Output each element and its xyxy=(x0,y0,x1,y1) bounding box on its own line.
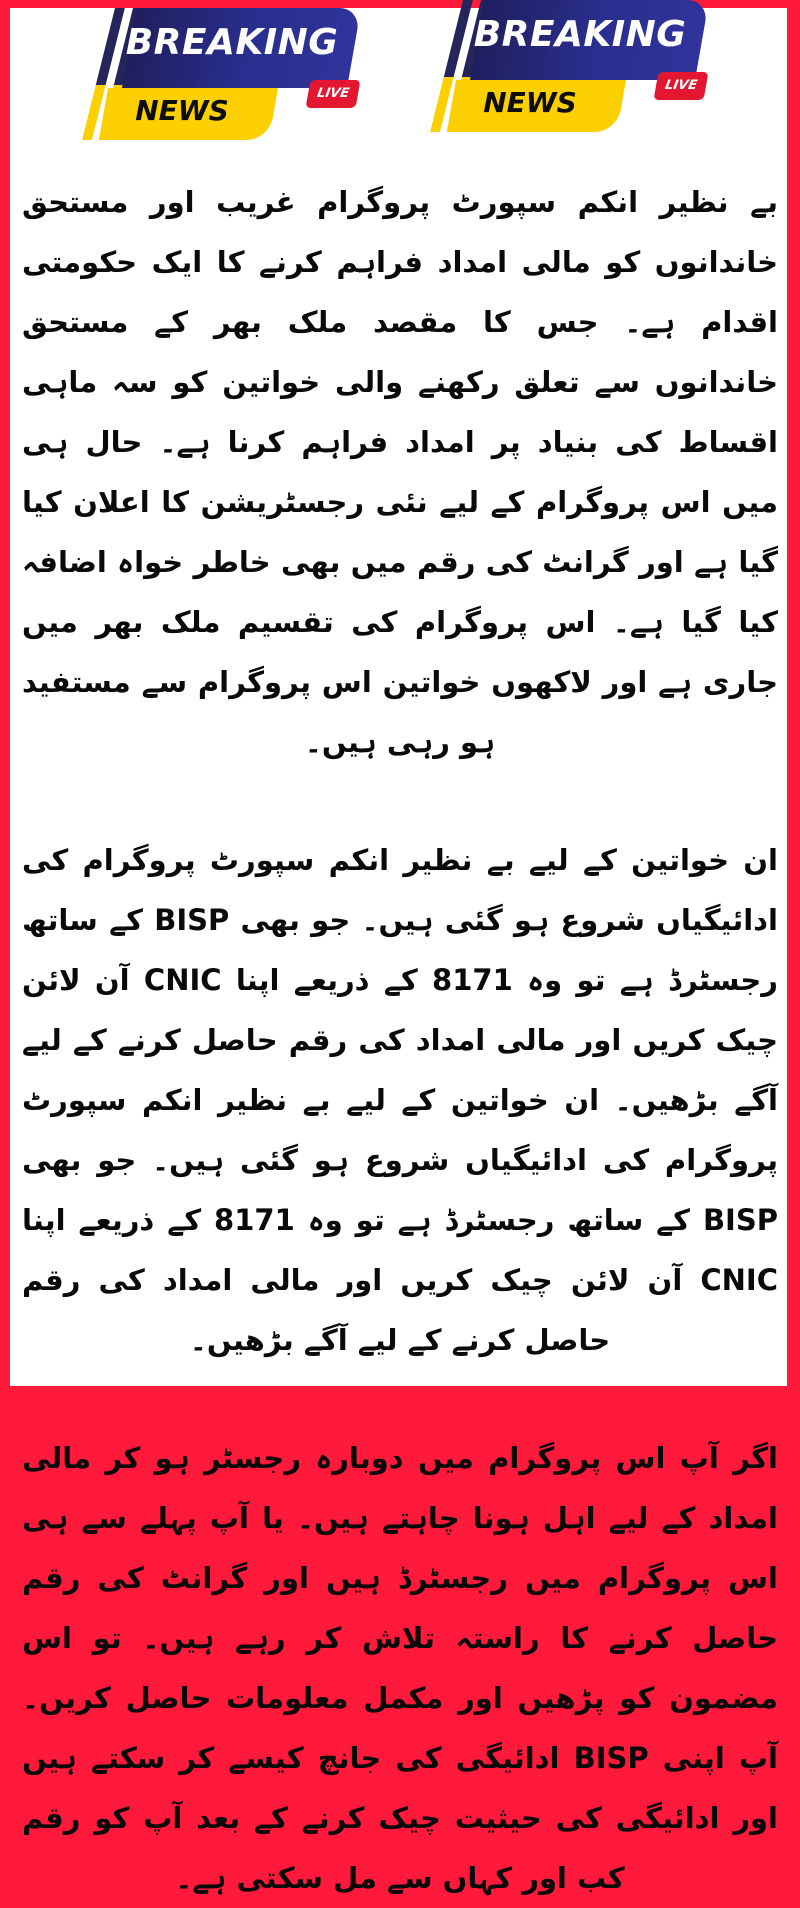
badge-title: BREAKING xyxy=(473,14,687,55)
live-tag: LIVE xyxy=(306,80,361,108)
breaking-news-badge xyxy=(400,0,700,135)
article-body xyxy=(22,172,778,1908)
paragraph: بے نظیر انکم سپورٹ پروگرام غریب اور مستحق خاندانوں کو مالی امداد فراہم کرنے کا ایک حکومتی اقدام ہے۔ جس کا مقصد ملک بھر کے مستحق خاندانوں سے تعلق رکھنے والی خواتین کو سہ ماہی اقساط کی بنیاد پر امداد فراہم کرنا ہے۔ حال ہی میں اس پروگرام کے لیے نئی رجسٹریشن کا اعلان کیا گیا ہے اور گرانٹ کی رقم میں بھی خاطر خواہ اضافہ کیا گیا ہے۔ اس پروگرام کی تقسیم ملک بھر میں جاری ہے اور لاکھوں خواتین اس پروگرام سے مستفید ہو رہی ہیں۔ xyxy=(22,185,778,759)
live-tag: LIVE xyxy=(654,72,709,100)
paragraph: اگر آپ اس پروگرام میں دوبارہ رجسٹر ہو کر مالی امداد کے لیے اہل ہونا چاہتے ہیں۔ یا آپ پہلے سے ہی اس پروگرام میں رجسٹرڈ ہیں اور گرانٹ کی رقم حاصل کرنے کا راستہ تلاش کر رہے ہیں۔ تو اس مضمون کو پڑھیں اور مکمل معلومات حاصل کریں۔ آپ اپنی BISP ادائیگی کی جانچ کیسے کر سکتے ہیں اور ادائیگی کی حیثیت چیک کرنے کے بعد آپ کو رقم کب اور کہاں سے مل سکتی ہے۔ xyxy=(22,1441,778,1895)
badge-title: BREAKING xyxy=(125,22,339,63)
badge-subtitle: NEWS xyxy=(483,86,577,119)
breaking-news-badge xyxy=(52,8,352,143)
badge-subtitle: NEWS xyxy=(135,94,229,127)
paragraph: ان خواتین کے لیے بے نظیر انکم سپورٹ پروگرام کی ادائیگیاں شروع ہو گئی ہیں۔ جو بھی BISP کے ساتھ رجسٹرڈ ہے تو وہ 8171 کے ذریعے اپنا CNIC آن لائن چیک کریں اور مالی امداد کی رقم حاصل کرنے کے لیے آگے بڑھیں۔ ان خواتین کے لیے بے نظیر انکم سپورٹ پروگرام کی ادائیگیاں شروع ہو گئی ہیں۔ جو بھی BISP کے ساتھ رجسٹرڈ ہے تو وہ 8171 کے ذریعے اپنا CNIC آن لائن چیک کریں اور مالی امداد کی رقم حاصل کرنے کے لیے آگے بڑھیں۔ xyxy=(22,843,778,1357)
